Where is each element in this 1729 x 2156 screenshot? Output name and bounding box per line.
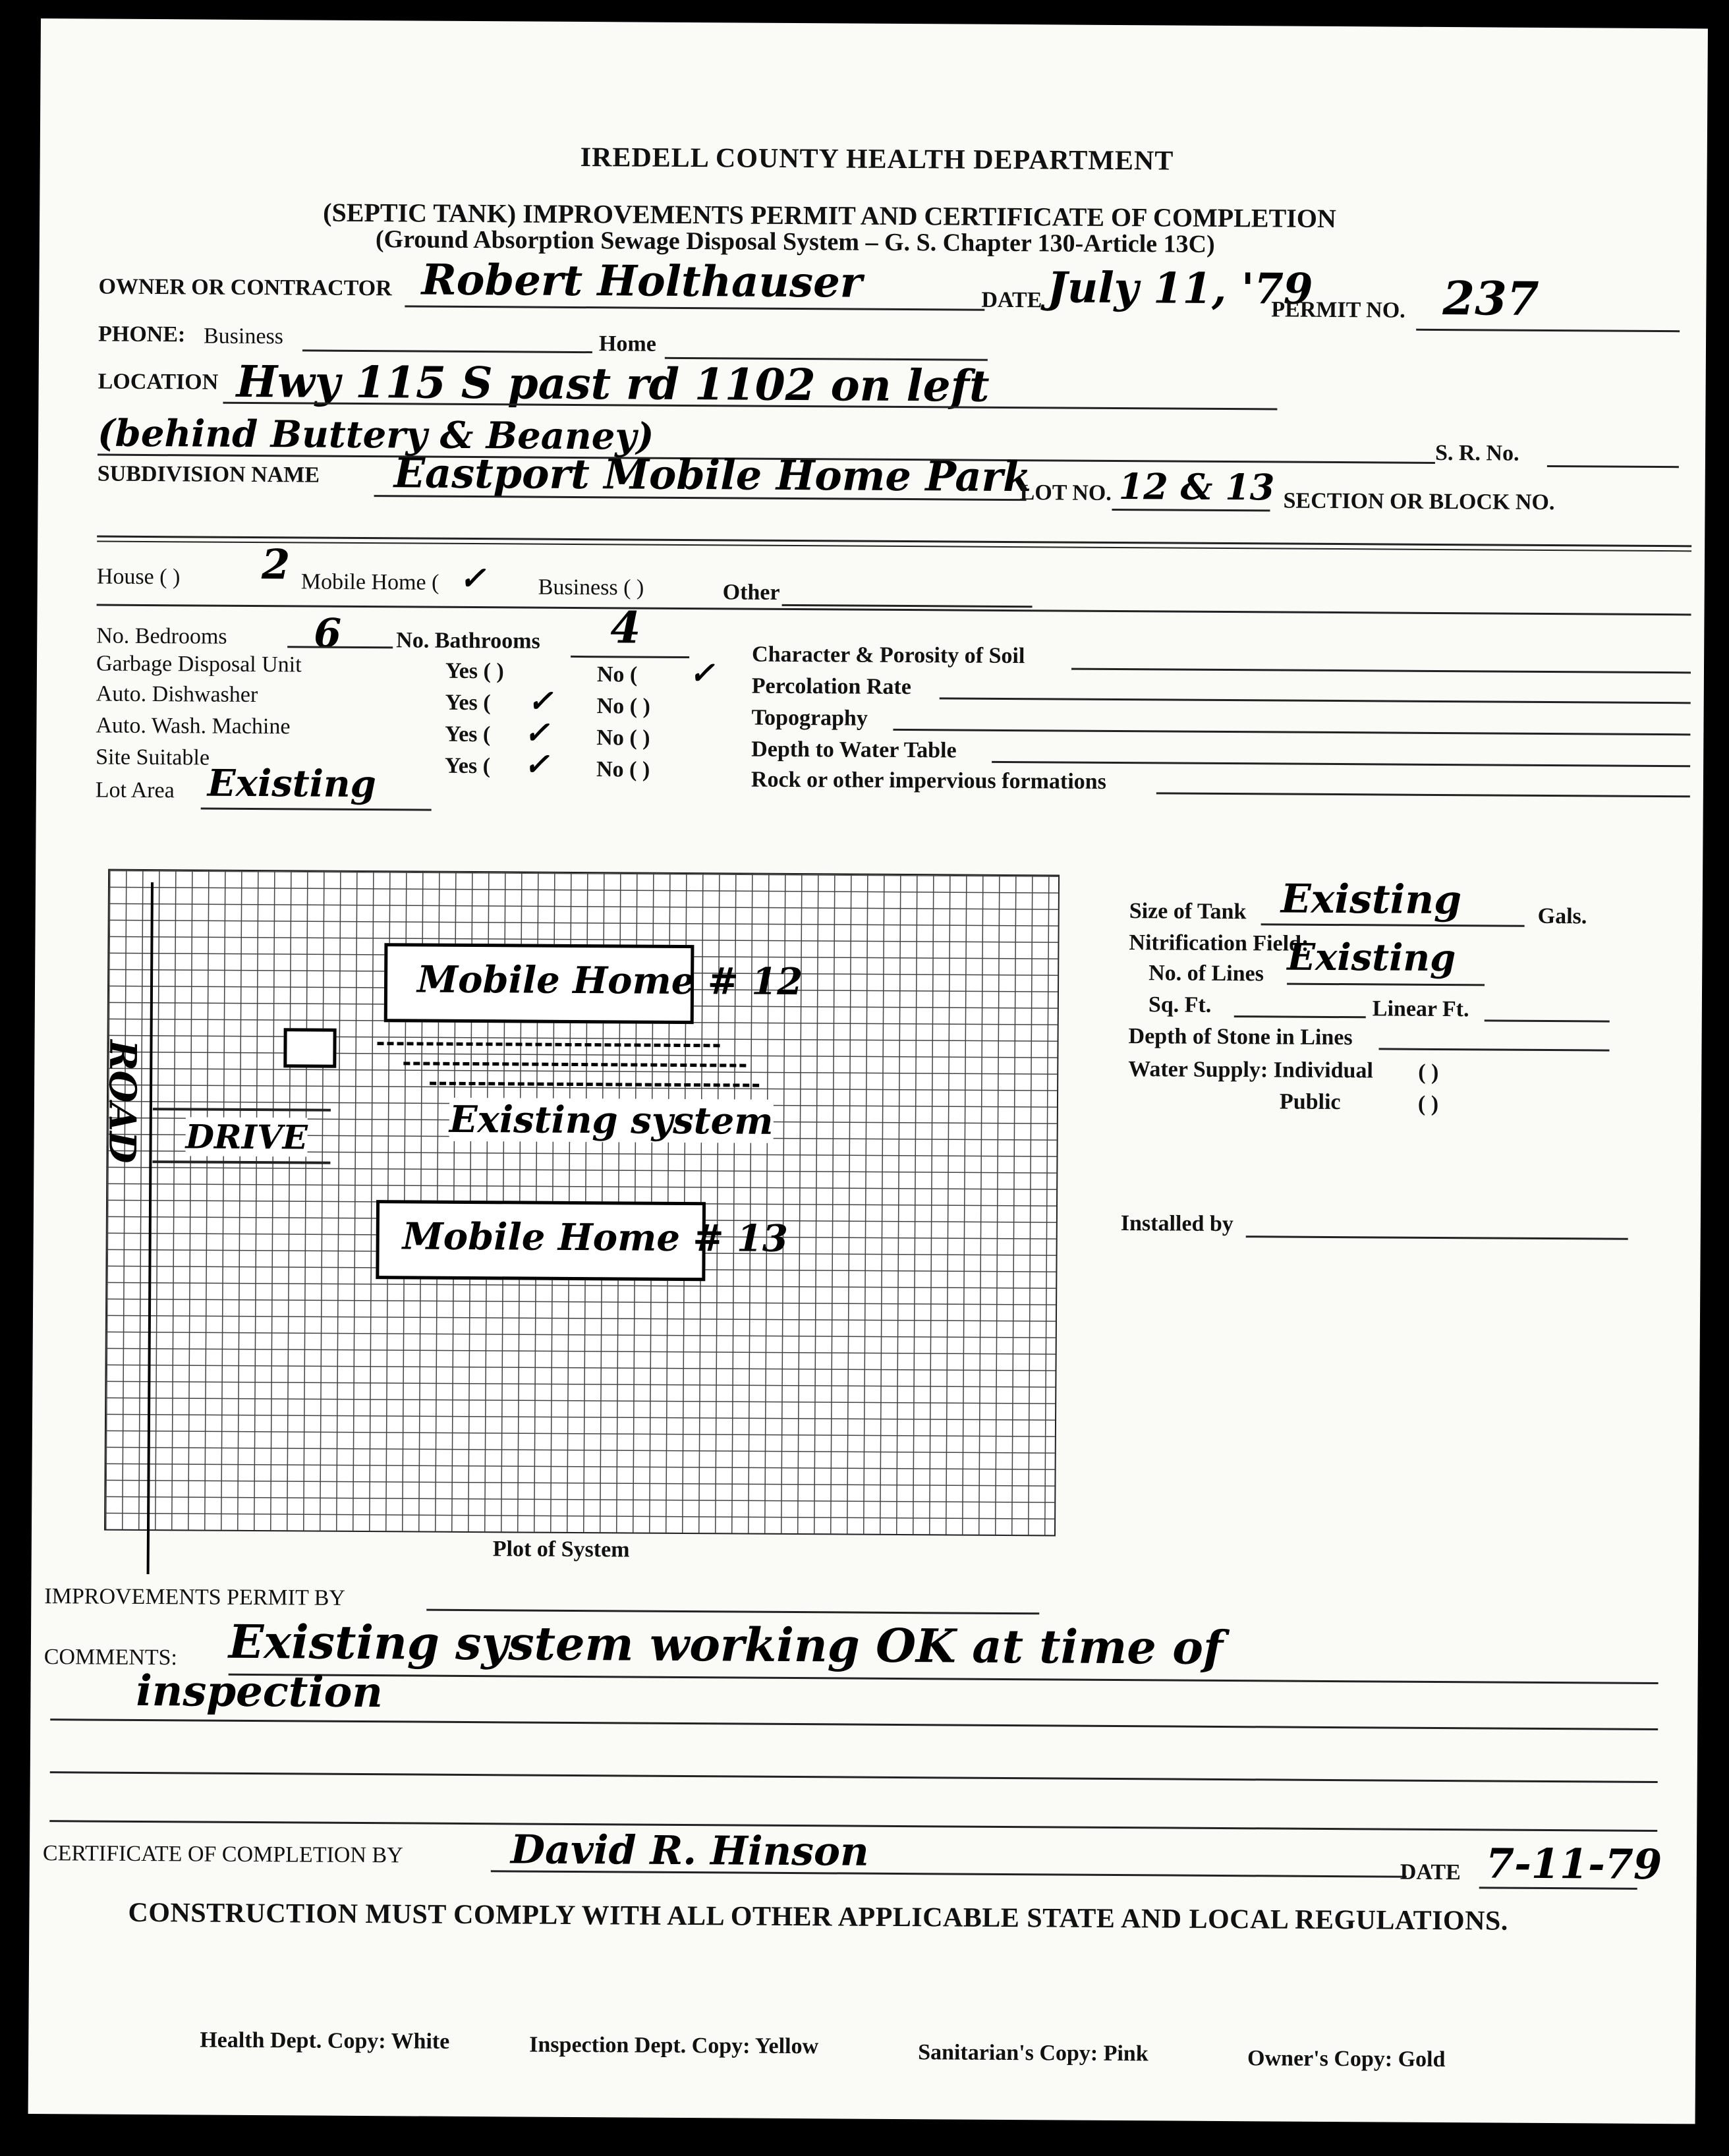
- mobile-home-13-label: Mobile Home # 13: [402, 1214, 789, 1261]
- sr-no-label: S. R. No.: [1434, 440, 1519, 466]
- individual-check[interactable]: ( ): [1418, 1060, 1439, 1085]
- soil-character-label: Character & Porosity of Soil: [752, 642, 1025, 669]
- garbage-disposal-check[interactable]: ✓: [689, 655, 715, 691]
- signature: David R. Hinson: [510, 1827, 869, 1875]
- copy-health: Health Dept. Copy: White: [200, 2028, 450, 2054]
- wash-machine-check[interactable]: ✓: [524, 714, 550, 751]
- copy-sanitarian: Sanitarian's Copy: Pink: [918, 2040, 1148, 2066]
- nitrification-label: Nitrification Field:: [1129, 930, 1309, 956]
- percolation-label: Percolation Rate: [751, 673, 911, 700]
- linear-ft-label: Linear Ft.: [1372, 996, 1469, 1022]
- subdivision-label: SUBDIVISION NAME: [97, 461, 320, 488]
- public-label: Public: [1279, 1089, 1341, 1115]
- lot-no-label: LOT NO.: [1019, 480, 1112, 505]
- site-suitable-check[interactable]: ✓: [523, 746, 550, 782]
- stone-depth-label: Depth of Stone in Lines: [1128, 1024, 1353, 1050]
- owner-label: OWNER OR CONTRACTOR: [98, 274, 392, 301]
- other-option-label: Other: [722, 580, 780, 605]
- tank-size-label: Size of Tank: [1129, 899, 1247, 924]
- rock-formations-label: Rock or other impervious formations: [751, 767, 1106, 794]
- gals-label: Gals.: [1537, 903, 1587, 929]
- home-phone-label: Home: [598, 331, 656, 356]
- site-suitable-no[interactable]: No ( ): [596, 757, 650, 782]
- certificate-label: CERTIFICATE OF COMPLETION BY: [42, 1841, 403, 1868]
- lines-value[interactable]: Existing: [1287, 935, 1456, 980]
- dishwasher-no[interactable]: No ( ): [596, 694, 650, 719]
- permit-title: (SEPTIC TANK) IMPROVEMENTS PERMIT AND CERTIFICATE OF COMPLETION: [323, 197, 1336, 234]
- garbage-disposal-yes[interactable]: Yes ( ): [445, 658, 504, 684]
- copy-inspection: Inspection Dept. Copy: Yellow: [529, 2032, 819, 2059]
- existing-system-label: Existing system: [449, 1097, 774, 1143]
- dishwasher-label: Auto. Dishwasher: [96, 681, 258, 708]
- dishwasher-yes[interactable]: Yes (: [445, 690, 491, 716]
- lot-no-value[interactable]: 12 & 13: [1118, 465, 1275, 509]
- owner-value[interactable]: Robert Holthauser: [421, 255, 863, 308]
- dishwasher-check[interactable]: ✓: [527, 683, 553, 719]
- mobile-home-count[interactable]: 2: [261, 540, 291, 589]
- compliance-notice: CONSTRUCTION MUST COMPLY WITH ALL OTHER APPLICABLE STATE AND LOCAL REGULATIONS.: [128, 1897, 1508, 1937]
- mobile-home-12-label: Mobile Home # 12: [416, 957, 803, 1004]
- permit-subtitle: (Ground Absorption Sewage Disposal System – G. S. Chapter 130-Article 13C): [375, 225, 1215, 258]
- bedrooms-label: No. Bedrooms: [96, 623, 227, 649]
- water-supply-label: Water Supply: Individual: [1128, 1057, 1374, 1083]
- mobile-home-option[interactable]: Mobile Home (: [300, 569, 439, 595]
- location-value[interactable]: Hwy 115 S past rd 1102 on left: [236, 355, 990, 412]
- drive-label: DRIVE: [185, 1117, 308, 1157]
- lot-area-value[interactable]: Existing: [207, 761, 377, 807]
- permit-no-value[interactable]: 237: [1442, 271, 1539, 326]
- permit-by-label: IMPROVEMENTS PERMIT BY: [44, 1584, 346, 1610]
- comments-value[interactable]: Existing system working OK at time of: [228, 1614, 1224, 1676]
- lines-label: No. of Lines: [1148, 961, 1264, 986]
- permit-form: [28, 18, 1708, 2124]
- phone-label: PHONE:: [98, 322, 186, 347]
- copy-owner: Owner's Copy: Gold: [1247, 2046, 1446, 2072]
- location-value-2[interactable]: (behind Buttery & Beaney): [97, 411, 654, 459]
- topography-label: Topography: [751, 705, 868, 731]
- subdivision-value[interactable]: Eastport Mobile Home Park: [393, 449, 1032, 501]
- comments-label: COMMENTS:: [43, 1645, 178, 1670]
- garbage-disposal-no[interactable]: No (: [596, 662, 638, 687]
- date-label: DATE: [981, 287, 1042, 313]
- house-option[interactable]: House ( ): [96, 564, 181, 590]
- business-phone-label: Business: [203, 324, 284, 349]
- location-label: LOCATION: [98, 369, 219, 395]
- installed-by-label: Installed by: [1120, 1211, 1233, 1237]
- certificate-date-value[interactable]: 7-11-79: [1485, 1839, 1662, 1889]
- wash-machine-label: Auto. Wash. Machine: [96, 713, 291, 739]
- water-table-label: Depth to Water Table: [751, 737, 957, 763]
- site-suitable-yes[interactable]: Yes (: [444, 753, 491, 779]
- plot-caption: Plot of System: [492, 1537, 630, 1562]
- tank-size-value[interactable]: Existing: [1280, 876, 1462, 924]
- department-title: IREDELL COUNTY HEALTH DEPARTMENT: [580, 142, 1174, 177]
- tank-box: [283, 1028, 336, 1067]
- road-label: ROAD: [100, 1039, 145, 1164]
- sqft-label: Sq. Ft.: [1148, 992, 1212, 1017]
- bathrooms-label: No. Bathrooms: [396, 628, 540, 654]
- bathrooms-value[interactable]: 4: [610, 602, 641, 654]
- wash-machine-yes[interactable]: Yes (: [445, 722, 491, 747]
- garbage-disposal-label: Garbage Disposal Unit: [96, 651, 302, 677]
- lot-area-label: Lot Area: [95, 778, 175, 803]
- public-check[interactable]: ( ): [1417, 1091, 1439, 1116]
- date-value[interactable]: July 11, '79: [1047, 263, 1313, 314]
- wash-machine-no[interactable]: No ( ): [596, 725, 650, 751]
- section-block-label: SECTION OR BLOCK NO.: [1283, 488, 1555, 515]
- mobile-home-check[interactable]: ✓: [459, 559, 486, 598]
- site-suitable-label: Site Suitable: [96, 745, 210, 770]
- certificate-date-label: DATE: [1400, 1859, 1461, 1885]
- permit-no-label: PERMIT NO.: [1271, 297, 1405, 323]
- business-option[interactable]: Business ( ): [538, 575, 644, 600]
- bedrooms-value[interactable]: 6: [314, 610, 342, 657]
- comments-value-2[interactable]: inspection: [136, 1666, 383, 1718]
